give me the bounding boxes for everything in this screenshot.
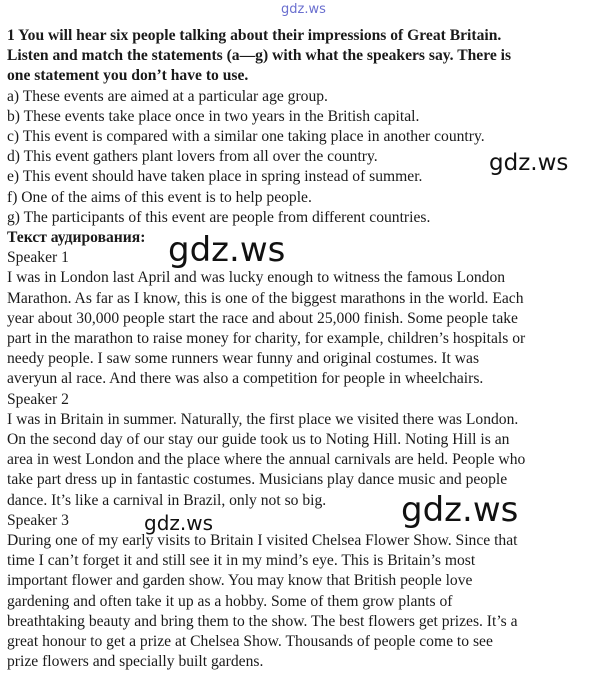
statement-a: a) These events are aimed at a particular age group. — [7, 87, 328, 105]
speaker-2-line: area in west London and the place where the annual carnivals are held. People who — [7, 451, 526, 469]
watermark-middle: gdz.ws — [168, 230, 286, 270]
speaker-3-line: During one of my early visits to Britain I visited Chelsea Flower Show. Since that — [7, 532, 518, 550]
statement-c: c) This event is compared with a similar one taking place in another country. — [7, 128, 485, 146]
task-heading-line: 1 You will hear six people talking about their impressions of Great Britain. — [7, 27, 502, 44]
document-text — [7, 26, 605, 673]
statement-b: b) These events take place once in two years in the British capital. — [7, 107, 420, 125]
speaker-3-line: prize flowers and specially built gardens. — [7, 653, 264, 671]
speaker-2-line: take part dress up in fantastic costumes. Musicians play dance music and people — [7, 471, 508, 489]
speaker-2-line: dance. It’s like a carnival in Brazil, only not so big. — [7, 491, 327, 509]
speaker-1-line: part in the marathon to raise money for charity, for example, children’s hospitals or — [7, 330, 526, 348]
watermark-large: gdz.ws — [401, 490, 519, 530]
speaker-2-name: Speaker 2 — [7, 390, 69, 408]
statement-f: f) One of the aims of this event is to help people. — [7, 188, 312, 206]
task-heading-line: one statement you don’t have to use. — [7, 67, 249, 85]
statement-d: d) This event gathers plant lovers from all over the country. — [7, 148, 378, 166]
speaker-1-line: needy people. I saw some runners wear funny and original costumes. It was — [7, 350, 480, 368]
statement-e: e) This event should have taken place in spring instead of summer. — [7, 168, 423, 186]
speaker-3-line: great honour to get a prize at Chelsea Show. Thousands of people come to see — [7, 633, 493, 651]
speaker-1-line: averyun al race. And there was also a competition for people in wheelchairs. — [7, 370, 484, 388]
watermark-top: gdz.ws — [281, 2, 326, 17]
speaker-3-name: Speaker 3 — [7, 511, 69, 529]
speaker-3-line: time I can’t forget it and still see it in my mind’s eye. This is Britain’s most — [7, 552, 476, 570]
speaker-3-line: gardening and often take it up as a hobby. Some of them grow plants of — [7, 592, 453, 610]
speaker-3-line: breathtaking beauty and bring them to the show. The best flowers get prizes. It’s a — [7, 612, 518, 630]
speaker-2-line: On the second day of our stay our guide took us to Noting Hill. Noting Hill is an — [7, 431, 510, 449]
speaker-1-line: Marathon. As far as I know, this is one of the biggest marathons in the world. Each — [7, 289, 524, 307]
task-heading-line: Listen and match the statements (a—g) with what the speakers say. There is — [7, 47, 512, 65]
speaker-2-line: I was in Britain in summer. Naturally, the first place we visited there was London. — [7, 410, 519, 428]
watermark-right: gdz.ws — [489, 150, 569, 176]
speaker-3-line: important flower and garden show. You may know that British people love — [7, 572, 473, 590]
statement-g: g) The participants of this event are people from different countries. — [7, 208, 431, 226]
watermark-small: gdz.ws — [144, 511, 214, 535]
speaker-1-name: Speaker 1 — [7, 249, 69, 267]
speaker-1-line: I was in London last April and was lucky enough to witness the famous London — [7, 269, 506, 287]
speaker-1-line: year about 30,000 people start the race and about 25,000 finish. Some people take — [7, 309, 518, 327]
transcript-label: Текст аудирования: — [7, 229, 146, 247]
